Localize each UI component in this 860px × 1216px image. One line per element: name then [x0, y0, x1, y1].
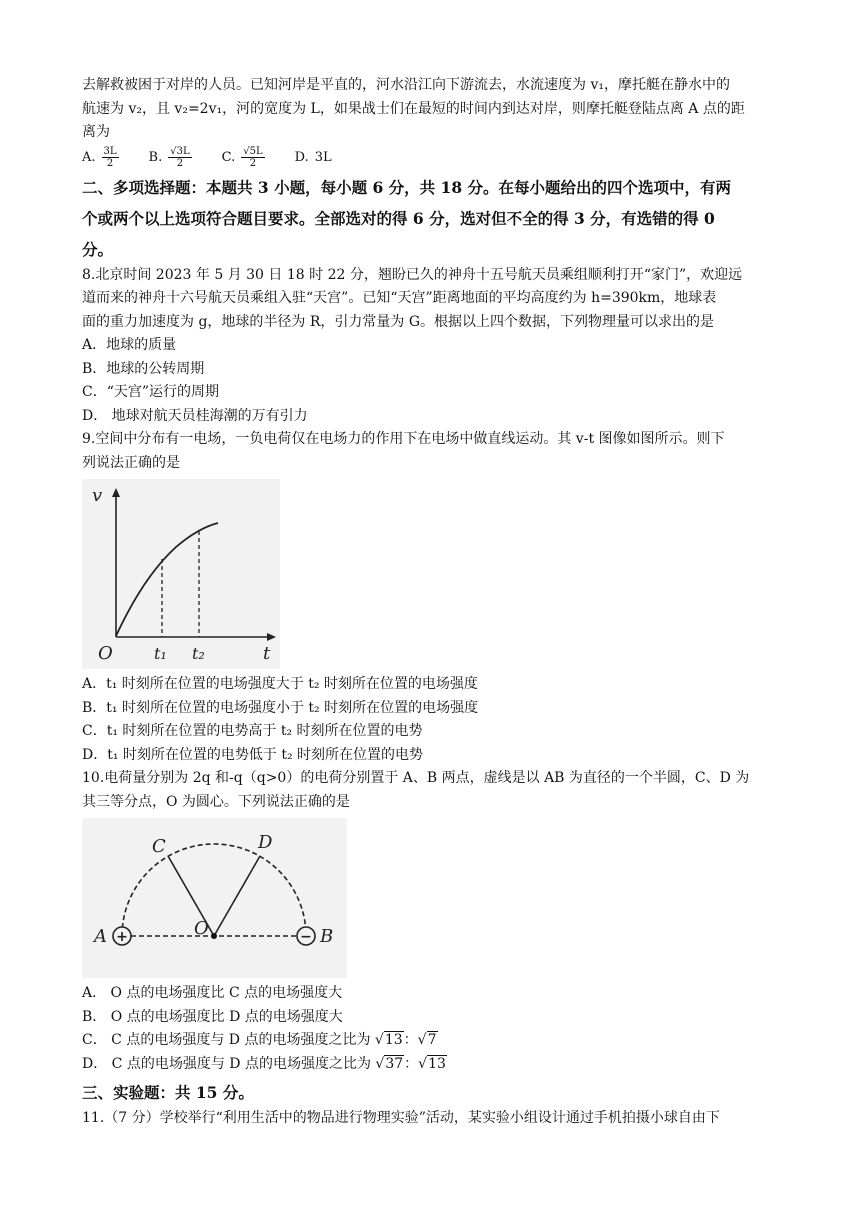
q9-option-a: A．t₁ 时刻所在位置的电场强度大于 t₂ 时刻所在位置的电场强度 — [82, 676, 478, 692]
radicand: 13 — [384, 1032, 403, 1048]
line-od — [214, 856, 260, 936]
q7-option-b — [149, 145, 192, 171]
label-d: D — [258, 832, 273, 853]
q9-line1: 9.空间中分布有一电场，一负电荷仅在电场力的作用下在电场中做直线运动。其 v-t 图像如图所示。则下 — [82, 431, 725, 447]
q8-option-b: B．地球的公转周期 — [82, 360, 205, 377]
origin-label: O — [98, 643, 113, 664]
v-label: v — [92, 485, 103, 506]
q10-option-a: A． O 点的电场强度比 C 点的电场强度大 — [82, 985, 343, 1001]
fraction-numerator: √3L — [170, 146, 190, 157]
fraction-numerator: 3L — [103, 146, 117, 157]
semicircle-diagram — [82, 818, 347, 978]
q7-option-d — [295, 145, 332, 171]
fraction-denominator: 2 — [249, 158, 257, 169]
q8-option-a: A．地球的质量 — [82, 337, 177, 353]
section2-line1: 二、多项选择题：本题共 3 小题，每小题 6 分，共 18 分。在每小题给出的四个选项中，有两 — [82, 177, 732, 197]
vt-graph — [82, 479, 280, 669]
q7-text-line3: 离为 — [82, 124, 110, 140]
q7-text-line2: 航速为 v₂，且 v₂=2v₁，河的宽度为 L，如果战士们在最短的时间内到达对岸，则摩托艇登陆点离 A 点的距 — [82, 100, 745, 117]
minus-sign: − — [300, 929, 312, 945]
ratio-separator: ： — [403, 1032, 418, 1048]
option-letter: B. — [148, 149, 163, 165]
q8-option-c: C．“天宫”运行的周期 — [82, 384, 220, 400]
plus-sign: + — [116, 929, 128, 945]
option-letter: A. — [82, 149, 96, 165]
q10-line2: 其三等分点，O 为圆心。下列说法正确的是 — [82, 793, 350, 810]
q8-line2: 道而来的神舟十六号航天员乘组入驻“天宫”。已知“天宫”距离地面的平均高度约为 h=390km，地球表 — [82, 290, 717, 306]
q10-line1: 10.电荷量分别为 2q 和-q（q>0）的电荷分别置于 A、B 两点，虚线是以 AB 为直径的一个半圆，C、D 为 — [82, 770, 750, 786]
label-a: A — [94, 926, 107, 947]
radicand: 37 — [385, 1055, 404, 1072]
t-label: t — [263, 643, 271, 664]
fraction-denominator: 2 — [176, 158, 184, 169]
option-text: 3L — [314, 149, 332, 165]
fraction — [241, 146, 264, 169]
exam-page — [82, 74, 782, 1131]
q10-option-b: B． O 点的电场强度比 D 点的电场强度大 — [82, 1008, 343, 1025]
q9-option-b: B．t₁ 时刻所在位置的电场强度小于 t₂ 时刻所在位置的电场强度 — [82, 699, 479, 716]
velocity-curve — [116, 523, 218, 636]
semicircle-figure — [82, 818, 347, 978]
q10-option-c — [82, 1029, 782, 1053]
ratio-separator: ： — [404, 1055, 419, 1072]
section3-title: 三、实验题：共 15 分。 — [82, 1083, 254, 1102]
q8-line1: 8.北京时间 2023 年 5 月 30 日 18 时 22 分，翘盼已久的神舟十五号航天员乘组顺利打开“家门”，欢迎远 — [82, 266, 743, 283]
label-c: C — [152, 836, 166, 857]
radicand: 13 — [428, 1055, 446, 1072]
q7-option-a — [82, 145, 119, 171]
fraction-numerator: √5L — [243, 146, 263, 157]
q7-option-c — [222, 145, 265, 171]
sqrt-expression: √37 — [375, 1055, 404, 1072]
section2-line3: 分。 — [82, 239, 114, 259]
v-axis-arrow — [112, 488, 120, 497]
t2-label: t₂ — [192, 644, 205, 663]
radicand: 7 — [427, 1032, 437, 1048]
fraction — [168, 146, 191, 169]
t-axis-arrow — [267, 633, 276, 641]
q8-line3: 面的重力加速度为 g，地球的半径为 R，引力常量为 G。根据以上四个数据，下列物理量可以求出的是 — [82, 313, 715, 330]
sqrt-expression: √7 — [417, 1032, 437, 1048]
option-letter: D. — [294, 149, 309, 165]
q9-option-c: C．t₁ 时刻所在位置的电势高于 t₂ 时刻所在位置的电势 — [82, 723, 423, 739]
sqrt-expression: √13 — [418, 1055, 446, 1072]
q9-line2: 列说法正确的是 — [82, 454, 180, 471]
semicircle-arc — [122, 844, 306, 936]
fraction-denominator: 2 — [106, 158, 114, 169]
label-o: O — [194, 918, 209, 939]
option-text: C． C 点的电场强度与 D 点的电场强度之比为 — [82, 1032, 375, 1048]
q11-line1: 11.（7 分）学校举行“利用生活中的物品进行物理实验”活动，某实验小组设计通过手机拍摄小球自由下 — [82, 1110, 720, 1126]
q7-options — [82, 145, 782, 171]
label-b: B — [320, 926, 334, 947]
q10-option-d — [82, 1053, 782, 1077]
section2-line2: 个或两个以上选项符合题目要求。全部选对的得 6 分，选对但不全的得 3 分，有选错的得 0 — [82, 208, 715, 228]
q9-option-d: D．t₁ 时刻所在位置的电势低于 t₂ 时刻所在位置的电势 — [82, 746, 424, 763]
center-point — [211, 933, 217, 939]
q7-text-line1: 去解救被困于对岸的人员。已知河岸是平直的，河水沿江向下游流去，水流速度为 v₁，摩托艇在静水中的 — [82, 77, 730, 93]
vt-graph-figure — [82, 479, 280, 669]
option-text: D． C 点的电场强度与 D 点的电场强度之比为 — [82, 1055, 376, 1072]
option-letter: C. — [221, 149, 236, 165]
q8-option-d: D． 地球对航天员桂海潮的万有引力 — [82, 407, 308, 424]
sqrt-expression: √13 — [374, 1032, 403, 1048]
t1-label: t₁ — [154, 644, 167, 663]
fraction — [102, 146, 119, 169]
